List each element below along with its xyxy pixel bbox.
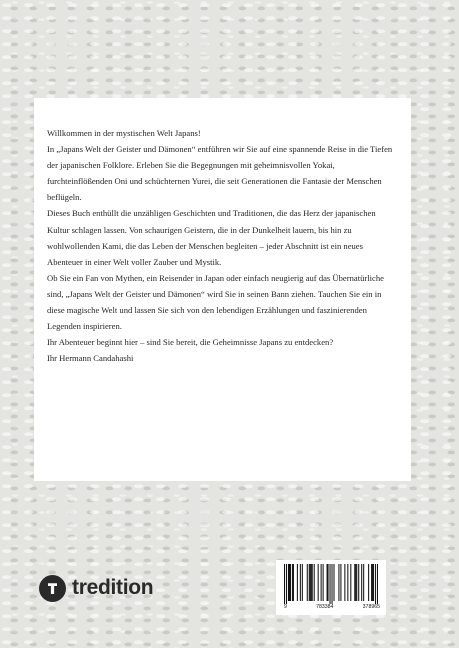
barcode-bar — [318, 564, 319, 601]
barcode-bar — [350, 564, 351, 601]
barcode-bar — [356, 564, 357, 601]
barcode-bar — [307, 564, 308, 601]
barcode-bar — [354, 564, 355, 601]
back-cover-text-panel — [34, 98, 411, 481]
barcode-bar — [290, 564, 291, 601]
barcode-bar — [373, 564, 374, 601]
barcode-digit-prefix: 9 — [284, 604, 287, 610]
barcode-bar — [338, 564, 339, 601]
barcode-bar — [314, 564, 315, 601]
greeting-line: Willkommen in der mystischen Welt Japans! — [47, 128, 201, 138]
barcode-bar — [368, 564, 369, 601]
isbn-barcode — [276, 560, 386, 615]
barcode-bar — [328, 564, 329, 601]
barcode-bar — [286, 564, 287, 604]
barcode-bar — [311, 564, 312, 601]
barcode-bar — [331, 564, 332, 604]
barcode-digit-group-left: 783384 — [316, 604, 334, 610]
content-paragraph: Dieses Buch enthüllt die unzähligen Geschichten und Traditionen, die das Herz der japanischen Kultur schlagen lassen. Von schaurigen Geistern, die in der Dunkelheit lauern, bis hin zu wohlwollenden Kami, die das Leben der Menschen begleiten – jeder Abschnitt ist ein neues Abenteuer in einer Welt voller Zauber und Mystik. — [47, 208, 376, 267]
barcode-digits — [284, 604, 380, 611]
barcode-bar — [293, 564, 294, 601]
author-signoff: Ihr Hermann Candahashi — [47, 353, 134, 364]
publisher-name: tredition — [72, 576, 154, 599]
barcode-bar — [312, 564, 313, 601]
barcode-digit-group-right: 378965 — [362, 604, 380, 610]
barcode-bar — [355, 564, 356, 601]
barcode-bar — [284, 564, 285, 604]
barcode-bar — [363, 564, 364, 601]
barcode-bar — [300, 564, 301, 601]
barcode-bar — [330, 564, 331, 604]
barcode-bar — [340, 564, 341, 601]
closing-question: Ihr Abenteuer beginnt hier – sind Sie bereit, die Geheimnisse Japans zu entdecken? — [47, 337, 334, 348]
barcode-bar — [375, 564, 376, 604]
barcode-bar — [309, 564, 310, 601]
barcode-bar — [288, 564, 289, 601]
barcode-bar — [377, 564, 378, 604]
barcode-bar — [297, 564, 298, 601]
barcode-bar — [323, 564, 324, 601]
barcode-bars — [284, 564, 378, 604]
tredition-logo-icon — [39, 575, 66, 602]
barcode-bar — [327, 564, 328, 601]
barcode-bar — [371, 564, 372, 601]
barcode-bar — [347, 564, 348, 601]
barcode-bar — [361, 564, 362, 601]
barcode-bar — [289, 564, 290, 601]
barcode-bar — [358, 564, 359, 601]
barcode-bar — [302, 564, 303, 601]
audience-paragraph: Ob Sie ein Fan von Mythen, ein Reisender in Japan oder einfach neugierig auf das Übernatürliche sind, „Japans Welt der Geister und Dämonen“ wird Sie in seinen Bann ziehen. Tauchen Sie ein in diese magische Welt und lassen Sie sich von den lebendigen Erzählungen und faszinierenden Legenden inspirieren. — [47, 272, 384, 332]
barcode-bar — [292, 564, 293, 601]
publisher-logo — [39, 574, 153, 602]
intro-paragraph: In „Japans Welt der Geister und Dämonen“ entführen wir Sie auf eine spannende Reise in die Tiefen der japanischen Folklore. Erleben Sie die Begegnungen mit geheimnisvollen Yokai, furchteinflößenden Oni und schüchternen Yurei, die seit Generationen die Fantasie der Menschen beflügeln. — [47, 144, 393, 203]
barcode-bar — [333, 564, 334, 601]
barcode-bar — [372, 564, 373, 601]
barcode-bar — [310, 564, 311, 601]
barcode-bar — [344, 564, 345, 601]
barcode-bar — [321, 564, 322, 601]
